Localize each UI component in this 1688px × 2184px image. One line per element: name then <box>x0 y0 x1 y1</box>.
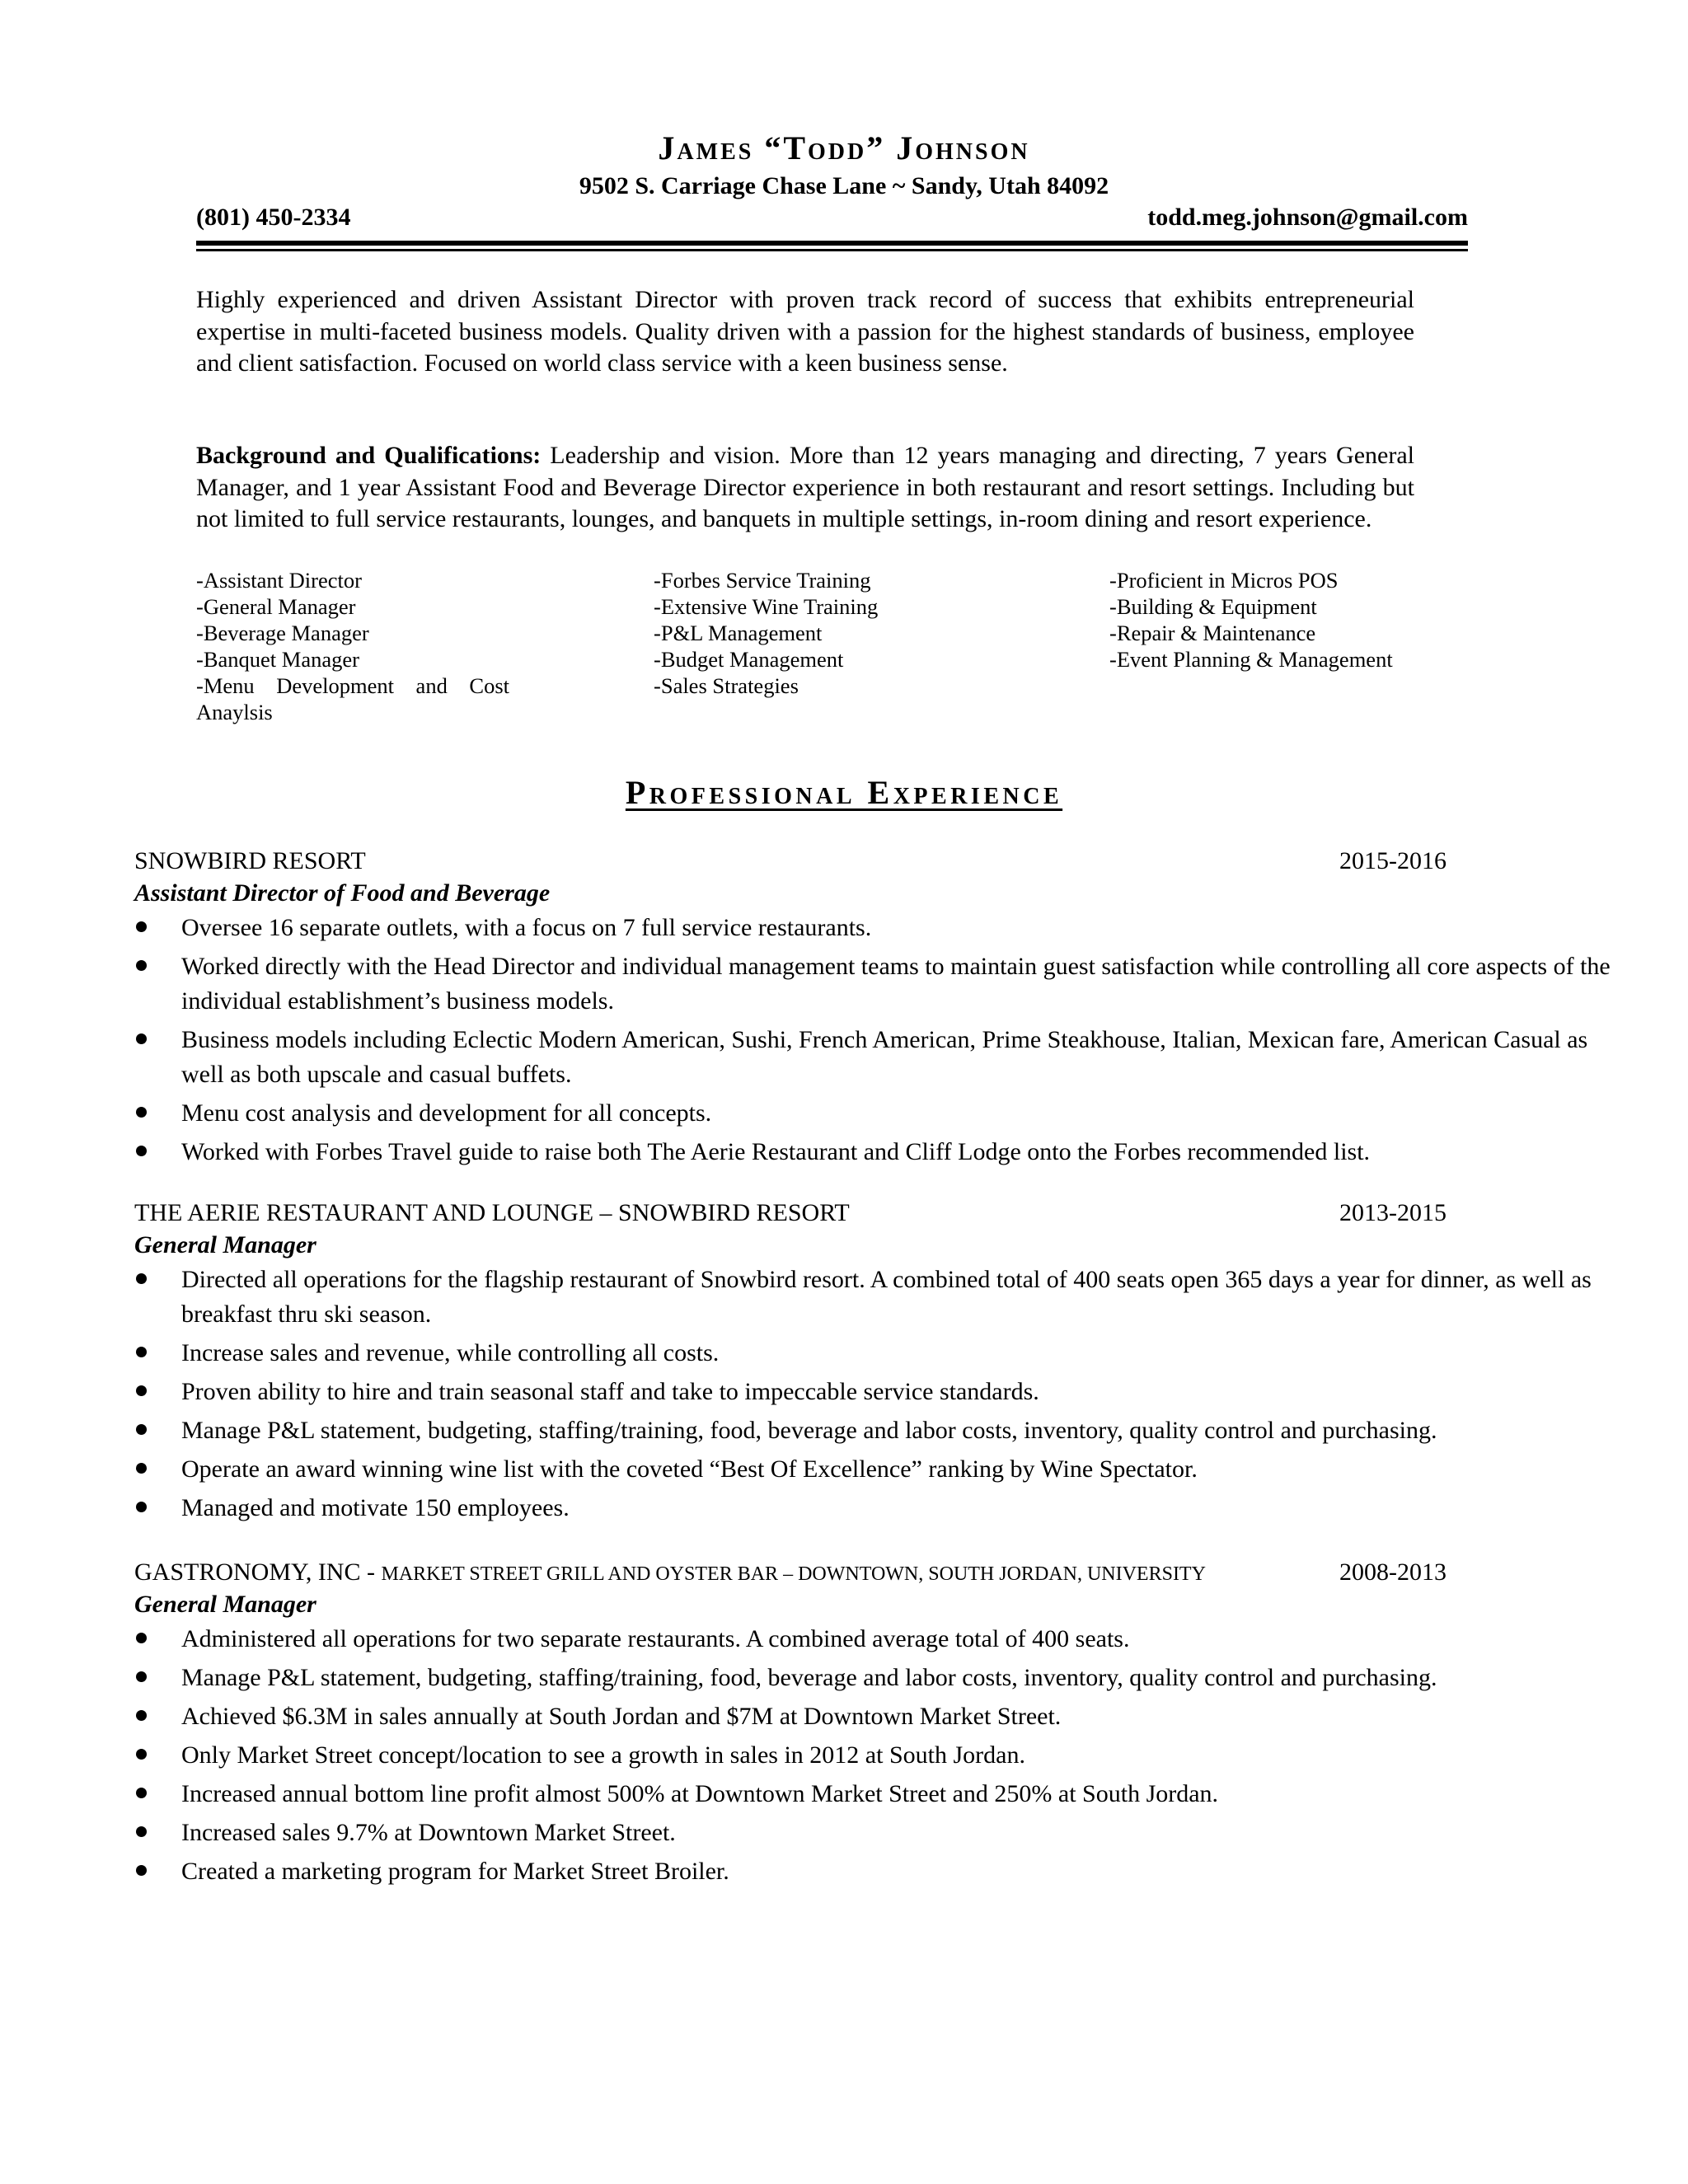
phone-number: (801) 450-2334 <box>196 204 351 231</box>
bullet-dot-icon <box>136 1710 147 1721</box>
bullet-item <box>134 1413 1618 1448</box>
skill-item: -General Manager <box>196 594 356 619</box>
bullet-dot-icon <box>136 1463 147 1474</box>
employer-name <box>134 1556 1206 1591</box>
bullet-text: Managed and motivate 150 employees. <box>181 1494 570 1521</box>
job-title: General Manager <box>134 1231 316 1258</box>
employer-main: GASTRONOMY, INC - <box>134 1558 382 1586</box>
bullet-dot-icon <box>136 1502 147 1512</box>
bullet-text: Increase sales and revenue, while controlling all costs. <box>181 1339 720 1366</box>
bullet-text: Increased annual bottom line profit almost 500% at Downtown Market Street and 250% at South Jordan. <box>181 1780 1219 1807</box>
skill-item: -Banquet Manager <box>196 647 359 672</box>
bullet-text: Administered all operations for two separate restaurants. A combined average total of 400 seats. <box>181 1625 1130 1652</box>
email-address: todd.meg.johnson@gmail.com <box>1147 204 1468 231</box>
bullet-item <box>134 1854 1618 1889</box>
skill-item: -Beverage Manager <box>196 621 369 645</box>
skill-item-wrapped <box>196 673 509 725</box>
bullet-item <box>134 1738 1618 1773</box>
skill-item: -Proficient in Micros POS <box>1109 568 1339 593</box>
bullet-item <box>134 1816 1618 1850</box>
bullet-item <box>134 1777 1618 1811</box>
job-header <box>134 845 1453 878</box>
bullet-text: Manage P&L statement, budgeting, staffing/training, food, beverage and labor costs, inventory, quality control and purchasing. <box>181 1664 1437 1691</box>
bullet-dot-icon <box>136 1865 147 1876</box>
bullet-item <box>134 1661 1618 1695</box>
skill-item: -Forbes Service Training <box>654 568 871 593</box>
address: 9502 S. Carriage Chase Lane ~ Sandy, Utah 84092 <box>579 172 1109 199</box>
background-lead: Background and Qualifications: <box>196 442 542 469</box>
bullet-dot-icon <box>136 1826 147 1837</box>
bullet-text: Created a marketing program for Market Street Broiler. <box>181 1858 729 1885</box>
bullet-item <box>134 1452 1618 1487</box>
skill-item: -Extensive Wine Training <box>654 594 879 619</box>
candidate-name: James “Todd” Johnson <box>658 129 1030 166</box>
bullet-dot-icon <box>136 1788 147 1798</box>
bullet-text: Achieved $6.3M in sales annually at South Jordan and $7M at Downtown Market Street. <box>181 1703 1062 1730</box>
skills-column-1 <box>196 567 509 725</box>
skill-item: -Repair & Maintenance <box>1109 621 1316 645</box>
employer-name <box>134 845 366 878</box>
job-bullets <box>134 1263 1618 1526</box>
bullet-dot-icon <box>136 1347 147 1357</box>
background-text: Leadership and vision. More than 12 years managing and directing, 7 years General Manager, and 1 year Assistant Food and Beverage Director experience in both restaurant and resort settings. Including but not limited to full service restaurants, lounges, and banquets in multiple settings, in-room dining and resort experience. <box>196 442 1414 532</box>
job-header <box>134 1556 1453 1589</box>
bullet-dot-icon <box>136 960 147 971</box>
bullet-dot-icon <box>136 1424 147 1435</box>
bullet-item <box>134 1375 1618 1409</box>
job-years: 2015-2016 <box>1339 847 1447 874</box>
skills-column-3 <box>1109 567 1472 673</box>
bullet-dot-icon <box>136 1107 147 1118</box>
job-years: 2013-2015 <box>1339 1199 1447 1226</box>
bullet-dot-icon <box>136 1749 147 1760</box>
bullet-dot-icon <box>136 1273 147 1284</box>
bullet-item <box>134 1622 1618 1657</box>
skill-item: -Assistant Director <box>196 568 362 593</box>
bullet-dot-icon <box>136 1385 147 1396</box>
skill-item: -Building & Equipment <box>1109 594 1317 619</box>
employer-name <box>134 1197 850 1230</box>
bullet-dot-icon <box>136 1671 147 1682</box>
bullet-item <box>134 1699 1618 1734</box>
bullet-item <box>134 1491 1618 1526</box>
skills-column-2 <box>654 567 1000 699</box>
bullet-text: Business models including Eclectic Modern American, Sushi, French American, Prime Steakhouse, Italian, Mexican fare, American Casual as well as both upscale and casual buffets. <box>181 1026 1588 1088</box>
bullet-item <box>134 1263 1618 1332</box>
bullet-dot-icon <box>136 1146 147 1156</box>
bullet-text: Oversee 16 separate outlets, with a focus on 7 full service restaurants. <box>181 914 872 941</box>
bullet-item <box>134 1023 1618 1092</box>
skill-item: -Event Planning & Management <box>1109 647 1393 672</box>
bullet-text: Proven ability to hire and train seasonal staff and take to impeccable service standards. <box>181 1378 1039 1405</box>
section-title-text: Professional Experience <box>625 774 1063 811</box>
employer-locations: MARKET STREET GRILL AND OYSTER BAR – DOWNTOWN, SOUTH JORDAN, UNIVERSITY <box>381 1563 1206 1585</box>
bullet-text: Only Market Street concept/location to see a growth in sales in 2012 at South Jordan. <box>181 1741 1025 1769</box>
bullet-item <box>134 1096 1618 1131</box>
job-header <box>134 1197 1453 1230</box>
bullet-item <box>134 1336 1618 1371</box>
bullet-item <box>134 1135 1618 1169</box>
bullet-item <box>134 911 1618 945</box>
skill-item-line2: Anaylsis <box>196 700 273 724</box>
summary-paragraph: Highly experienced and driven Assistant Director with proven track record of success that exhibits entrepreneurial expertise in multi-faceted business models. Quality driven with a passion for the highest standards of business, employee and client satisfaction. Focused on world class service with a keen business sense. <box>196 286 1414 377</box>
job-entry <box>134 845 1611 1174</box>
bullet-text: Worked directly with the Head Director and individual management teams to maintain guest satisfaction while controlling all core aspects of the individual establishment’s business models. <box>181 953 1611 1015</box>
skill-item: -P&L Management <box>654 621 823 645</box>
bullet-dot-icon <box>136 921 147 932</box>
employer-main: SNOWBIRD RESORT <box>134 847 366 874</box>
job-title: Assistant Director of Food and Beverage <box>134 879 551 907</box>
section-title-experience <box>0 771 1688 814</box>
job-title: General Manager <box>134 1591 316 1618</box>
job-years: 2008-2013 <box>1339 1558 1447 1586</box>
bullet-dot-icon <box>136 1633 147 1643</box>
job-bullets <box>134 1622 1618 1889</box>
job-bullets <box>134 911 1618 1169</box>
skill-item: -Sales Strategies <box>654 673 799 698</box>
header-divider-thin <box>196 249 1468 251</box>
skill-item-line1: -Menu Development and Cost <box>196 673 509 698</box>
job-entry <box>134 1556 1453 1893</box>
bullet-text: Manage P&L statement, budgeting, staffing/training, food, beverage and labor costs, inventory, quality control and purchasing. <box>181 1417 1437 1444</box>
skill-item: -Budget Management <box>654 647 844 672</box>
background-qualifications <box>196 440 1414 536</box>
header-divider-thick <box>196 241 1468 246</box>
bullet-text: Worked with Forbes Travel guide to raise both The Aerie Restaurant and Cliff Lodge onto the Forbes recommended list. <box>181 1138 1371 1165</box>
job-entry <box>134 1197 1592 1530</box>
bullet-item <box>134 949 1618 1019</box>
employer-main: THE AERIE RESTAURANT AND LOUNGE – SNOWBIRD RESORT <box>134 1199 850 1226</box>
bullet-text: Increased sales 9.7% at Downtown Market Street. <box>181 1819 676 1846</box>
bullet-text: Menu cost analysis and development for all concepts. <box>181 1099 712 1127</box>
bullet-text: Operate an award winning wine list with the coveted “Best Of Excellence” ranking by Wine Spectator. <box>181 1455 1198 1483</box>
bullet-dot-icon <box>136 1033 147 1044</box>
bullet-text: Directed all operations for the flagship restaurant of Snowbird resort. A combined total of 400 seats open 365 days a year for dinner, as well as breakfast thru ski season. <box>181 1266 1592 1328</box>
